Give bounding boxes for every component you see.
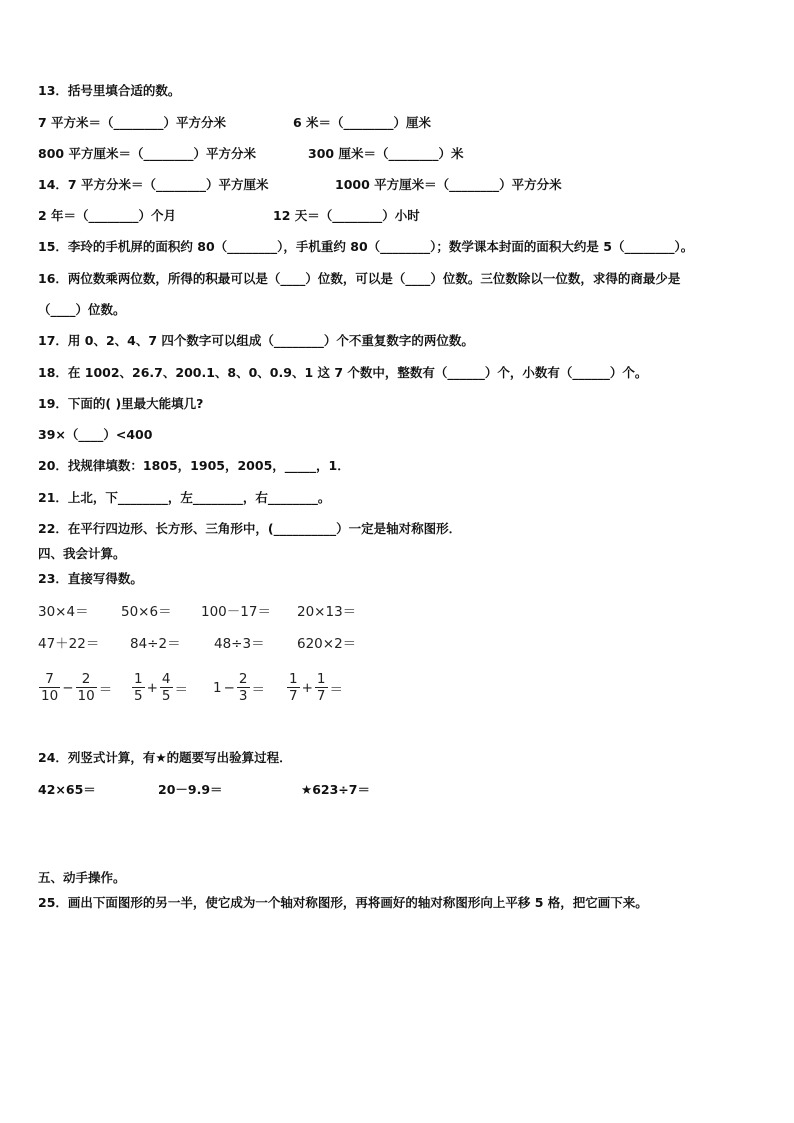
- whole-number: 1: [213, 679, 222, 696]
- section5-heading: 五、动手操作。: [38, 870, 126, 885]
- equals-sign: ＝: [98, 681, 113, 698]
- q23-r2-c1: 47＋22＝: [38, 636, 100, 652]
- q23-r2-c2: 84÷2＝: [130, 636, 181, 652]
- denominator: 10: [77, 688, 95, 704]
- denominator: 5: [161, 688, 171, 704]
- q19-title: 19．下面的( )里最大能填几?: [38, 396, 204, 411]
- q14-row1-a: 14．7 平方分米＝（________）平方厘米: [38, 177, 269, 192]
- q14-row2-b: 12 天＝（________）小时: [273, 208, 420, 223]
- equals-sign: ＝: [329, 681, 343, 698]
- q23-r1-c3: 100－17＝: [201, 604, 271, 620]
- operator: +: [146, 679, 158, 696]
- denominator: 10: [41, 688, 59, 704]
- numerator: 2: [238, 671, 248, 687]
- fraction: [160, 671, 173, 704]
- q14-row1-b: 1000 平方厘米＝（________）平方分米: [335, 177, 562, 192]
- operator: +: [301, 679, 313, 696]
- fraction: [287, 671, 300, 704]
- fraction: [132, 671, 145, 704]
- operator: −: [223, 679, 235, 696]
- q13-title: 13．括号里填合适的数。: [38, 83, 181, 98]
- q18-text: 18．在 1002、26.7、200.1、8、0、0.9、1 这 7 个数中，整数有（______）个，小数有（______）个。: [38, 365, 648, 380]
- denominator: 7: [289, 688, 298, 704]
- q19-expr: 39×（____）<400: [38, 427, 153, 442]
- q13-row1-a: 7 平方米＝（________）平方分米: [38, 115, 227, 130]
- q23-frac-4: [286, 671, 344, 704]
- q13-row2-a: 800 平方厘米＝（________）平方分米: [38, 146, 256, 161]
- q23-title: 23．直接写得数。: [38, 571, 143, 586]
- operator: −: [62, 679, 74, 696]
- denominator: 3: [238, 688, 248, 704]
- q23-r2-c4: 620×2＝: [297, 636, 357, 652]
- numerator: 1: [134, 671, 143, 687]
- q13-row2-b: 300 厘米＝（________）米: [308, 146, 464, 161]
- fraction: [76, 671, 97, 704]
- q23-frac-3: [212, 671, 266, 704]
- q23-frac-1: [38, 671, 113, 704]
- q25-text: 25．画出下面图形的另一半，使它成为一个轴对称图形，再将画好的轴对称图形向上平移 5 格，把它画下来。: [38, 895, 648, 910]
- numerator: 4: [161, 671, 171, 687]
- fraction: [39, 671, 60, 704]
- q23-r2-c3: 48÷3＝: [214, 636, 265, 652]
- q16-line2: （____）位数。: [38, 302, 126, 317]
- fraction: [237, 671, 250, 704]
- q23-r1-c4: 20×13＝: [297, 604, 357, 620]
- q24-item-3: ★623÷7＝: [301, 782, 370, 797]
- q21-text: 21．上北，下________，左________，右________。: [38, 490, 331, 505]
- numerator: 1: [316, 671, 326, 687]
- q23-r1-c2: 50×6＝: [121, 604, 172, 620]
- q20-text: 20．找规律填数：1805，1905，2005，_____，1．: [38, 458, 350, 473]
- q24-item-2: 20－9.9＝: [158, 782, 223, 797]
- q14-row2-a: 2 年＝（________）个月: [38, 208, 177, 223]
- q23-r1-c1: 30×4＝: [38, 604, 89, 620]
- q24-item-1: 42×65＝: [38, 782, 96, 797]
- numerator: 7: [45, 671, 54, 687]
- equals-sign: ＝: [251, 681, 265, 698]
- q13-row1-b: 6 米＝（________）厘米: [293, 115, 432, 130]
- equals-sign: ＝: [174, 681, 188, 698]
- section4-heading: 四、我会计算。: [38, 546, 126, 561]
- numerator: 1: [289, 671, 298, 687]
- q24-title: 24．列竖式计算，有★的题要写出验算过程．: [38, 750, 292, 765]
- q17-text: 17．用 0、2、4、7 四个数字可以组成（________）个不重复数字的两位数。: [38, 333, 474, 348]
- q15-text: 15．李玲的手机屏的面积约 80（________），手机重约 80（________）；数学课本封面的面积大约是 5（________）。: [38, 239, 694, 254]
- numerator: 2: [81, 671, 91, 687]
- denominator: 5: [134, 688, 143, 704]
- fraction: [315, 671, 328, 704]
- q16-line1: 16．两位数乘两位数，所得的积最可以是（____）位数，可以是（____）位数。三位数除以一位数，求得的商最少是: [38, 271, 681, 286]
- q22-text: 22．在平行四边形、长方形、三角形中，(__________）一定是轴对称图形．: [38, 521, 462, 536]
- denominator: 7: [316, 688, 326, 704]
- q23-frac-2: [131, 671, 189, 704]
